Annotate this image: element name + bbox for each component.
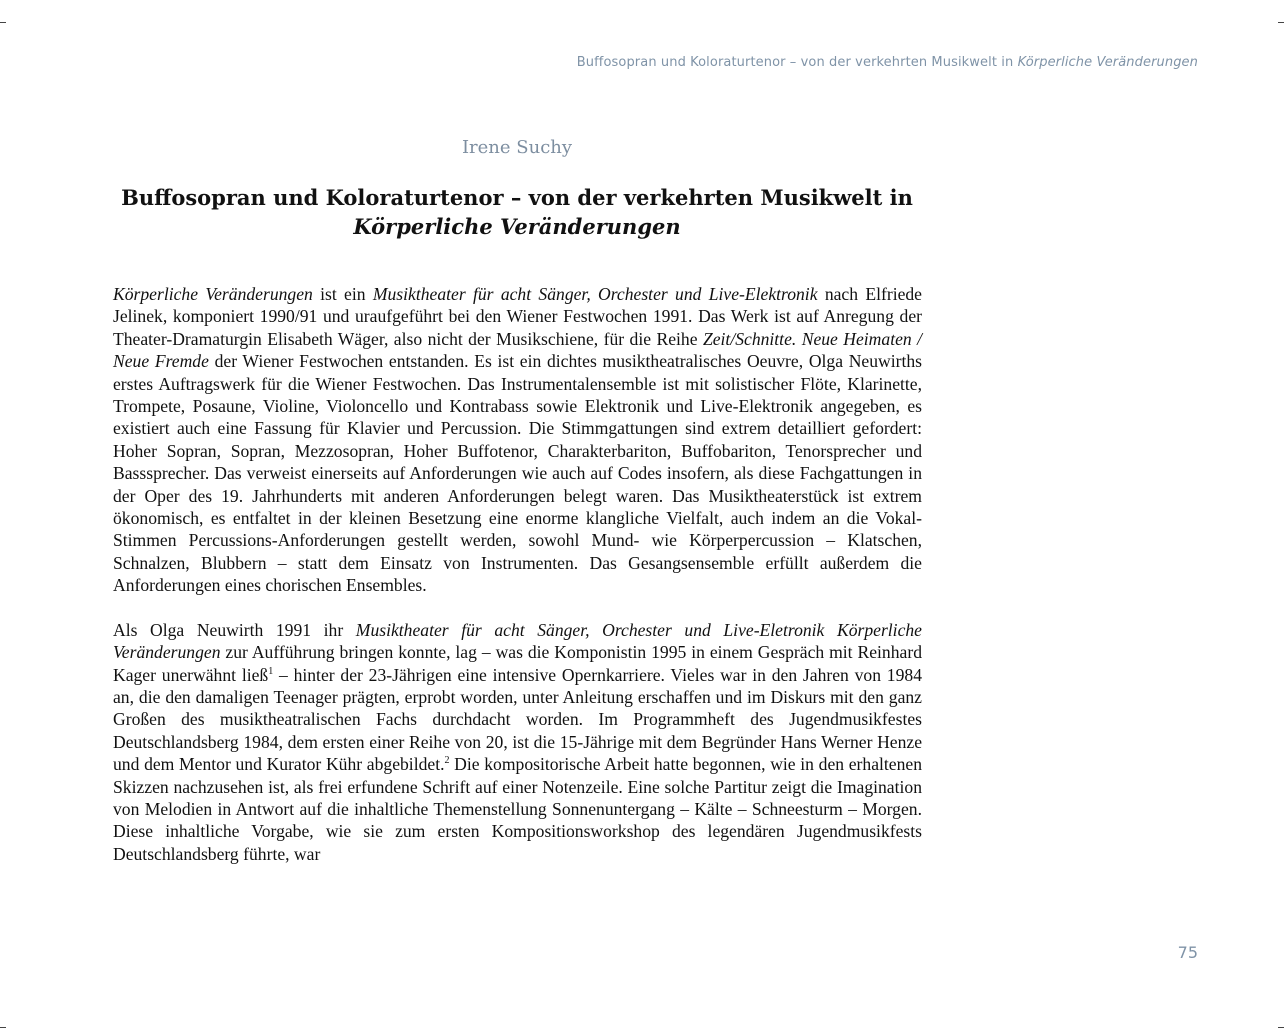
p2-text-b: zur Aufführung bringen konnte, lag – was die Komponistin 1995 in einem Gespräch mit Reinhard Kager unerwähnt ließ (113, 642, 922, 685)
paragraph-1 (113, 283, 922, 597)
running-header (577, 55, 1198, 70)
article-author: Irene Suchy (461, 137, 573, 158)
p2-work-title: Musiktheater für acht Sänger, Orchester und Live-Eletronik Körperliche Veränderungen (113, 619, 922, 663)
running-header-text: Buffosopran und Koloraturtenor – von der verkehrten Musikwelt in (576, 55, 1018, 70)
p1-text-c: der Wiener Festwochen entstanden. Es ist ein dichtes musiktheatralisches Oeuvre, Olga Neuwirths erstes Auftragswerk für die Wiener Festwochen. Das Instrumentalensemble ist mit solistischer Flöte, Klarinette, Trompete, Posaune, Violine, Violoncello und Kontrabass sowie Elektronik und Live-Elektronik angegeben, es existiert auch eine Fassung für Klavier und Percussion. Die Stimmgattungen sind extrem detailliert gefordert: Hoher Sopran, Sopran, Mezzosopran, Hoher Buffotenor, Charakterbariton, Buffobariton, Tenorsprecher und Basssprecher. Das verweist einerseits auf Anforderungen wie auch auf Codes insofern, als diese Fachgattungen in der Oper des 19. Jahrhunderts mit anderen Anforderungen belegt waren. Das Musiktheaterstück ist extrem ökonomisch, es entfaltet in der kleinen Besetzung eine enorme klangliche Vielfalt, auch indem an die Vokal-Stimmen Percussions-Anforderungen gestellt werden, sowohl Mund- wie Körperpercussion – Klatschen, Schnalzen, Blubbern – statt dem Einsatz von Instrumenten. Das Gesangsensemble erfüllt außerdem die Anforderungen eines chorischen Ensembles. (113, 351, 922, 596)
crop-mark-top-left (0, 22, 6, 23)
running-header-work-title: Körperliche Veränderungen (1017, 55, 1198, 70)
article-title-line1: Buffosopran und Koloraturtenor – von der verkehrten Musikwelt in (121, 185, 913, 210)
footnote-ref-2[interactable]: 2 (444, 755, 450, 767)
p2-text-c: – hinter der 23-Jährigen eine intensive Opernkarriere. Vieles war in den Jahren von 1984 an, die den damaligen Teenager prägten, erprobt worden, unter Anleitung erschaffen und im Diskurs mit den ganz Großen des musiktheatralischen Fachs durchdacht worden. Im Programmheft des Jugendmusikfestes Deutschlandsberg 1984, dem ersten einer Reihe von 20, ist die 15-Jährige mit dem Begründer Hans Werner Henze und dem Mentor und Kurator Kühr abgebildet. (113, 664, 922, 775)
article-body (113, 283, 922, 887)
p1-series-title: Zeit/Schnitte. Neue Heimaten / Neue Fremde (113, 328, 922, 372)
crop-mark-top-right (1278, 22, 1284, 23)
footnote-ref-1[interactable]: 1 (268, 665, 274, 677)
p1-text-a: ist ein (312, 284, 373, 304)
p2-text-a: Als Olga Neuwirth 1991 ihr (113, 619, 356, 640)
paragraph-2 (113, 619, 922, 865)
crop-mark-bottom-right (1278, 1027, 1284, 1028)
p2-text-d: Die kompositorische Arbeit hatte begonnen, wie in den erhaltenen Skizzen nachzusehen ist, als frei erfundene Schrift auf einer Notenzeile. Eine solche Partitur zeigt die Imagination von Melodien in Antwort auf die inhaltliche Themenstellung Sonnenuntergang – Kälte – Schneesturm – Morgen. Diese inhaltliche Vorgabe, wie sie zum ersten Kompositionsworkshop des legendären Jugendmusikfests Deutschlandsberg führte, war (113, 754, 922, 864)
crop-mark-bottom-left (0, 1027, 6, 1028)
page-number: 75 (1177, 943, 1198, 962)
p1-genre: Musiktheater für acht Sänger, Orchester und Live-Elektronik (372, 284, 818, 304)
article-title (113, 183, 921, 241)
p1-text-b: nach Elfriede Jelinek, komponiert 1990/91 und uraufgeführt bei den Wiener Festwochen 1991. Das Werk ist auf Anregung der Theater-Dramaturgin Elisabeth Wäger, also nicht der Musikschiene, für die Reihe (113, 284, 922, 349)
p1-work-title: Körperliche Veränderungen (113, 284, 313, 304)
article-title-line2: Körperliche Veränderungen (353, 214, 681, 239)
